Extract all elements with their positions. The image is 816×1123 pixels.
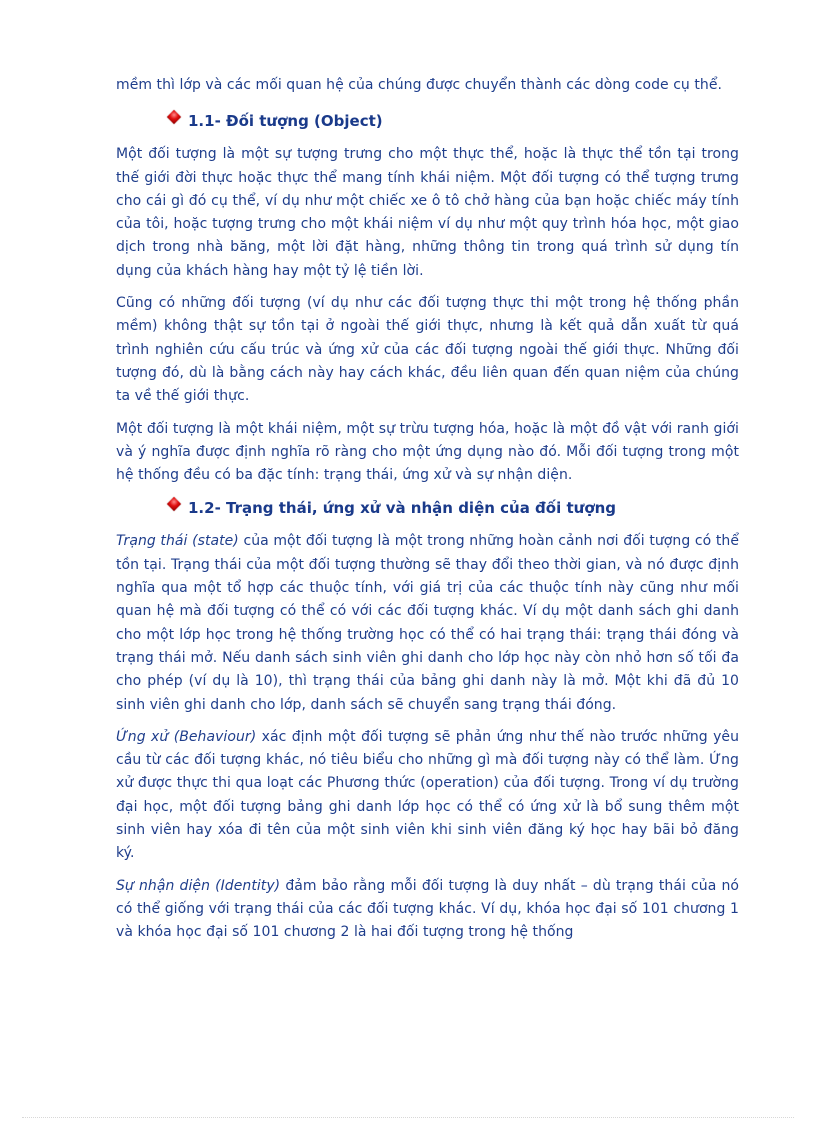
term-identity: Sự nhận diện (Identity) <box>116 877 281 894</box>
section-heading-object <box>166 109 739 133</box>
document-page <box>116 74 739 954</box>
paragraph-object-software: Cũng có những đối tượng (ví dụ như các đối tượng thực thi một trong hệ thống phần mềm) không thật sự tồn tại ở ngoài thế giới thực, nhưng là kết quả dẫn xuất từ quá trình nghiên cứu cấu trúc và ứng xử của các đối tượng ngoài thế giới thực. Những đối tượng đó, dù là bằng cách này hay cách khác, đều liên quan đến quan niệm của chúng ta về thế giới thực. <box>116 295 739 405</box>
page-bottom-rule <box>22 1117 794 1118</box>
paragraph-identity-body: đảm bảo rằng mỗi đối tượng là duy nhất – dù trạng thái của nó có thể giống với trạng thái của các đối tượng khác. Ví dụ, khóa học đại số 101 chương 1 và khóa học đại số 101 chương 2 là hai đối tượng trong hệ thống <box>116 877 739 941</box>
section-heading-text: 1.2- Trạng thái, ứng xử và nhận diện của đối tượng <box>188 499 617 518</box>
section-heading-state-behaviour-identity <box>166 496 739 520</box>
paragraph-identity <box>116 875 739 945</box>
diamond-icon <box>167 497 181 511</box>
paragraph-object-concept: Một đối tượng là một khái niệm, một sự trừu tượng hóa, hoặc là một đồ vật với ranh giới và ý nghĩa được định nghĩa rõ ràng cho một ứng dụng nào đó. Mỗi đối tượng trong một hệ thống đều có ba đặc tính: trạng thái, ứng xử và sự nhận diện. <box>116 420 739 484</box>
paragraph-state <box>116 530 739 716</box>
paragraph-intro: mềm thì lớp và các mối quan hệ của chúng được chuyển thành các dòng code cụ thể. <box>116 77 722 93</box>
term-state: Trạng thái (state) <box>116 533 239 550</box>
paragraph-behaviour-body: xác định một đối tượng sẽ phản ứng như thế nào trước những yêu cầu từ các đối tượng khác, nó tiêu biểu cho những gì mà đối tượng này có thể làm. Ứng xử được thực thi qua loạt các Phương thức (operation) của đối tượng. Trong ví dụ trường đại học, một đối tượng bảng ghi danh lớp học có thể có ứng xử là bổ sung thêm một sinh viên hay xóa đi tên của một sinh viên khi sinh viên đăng ký học hay bãi bỏ đăng ký. <box>116 728 740 862</box>
term-behaviour: Ứng xử (Behaviour) <box>116 728 257 745</box>
paragraph-object-definition: Một đối tượng là một sự tượng trưng cho một thực thể, hoặc là thực thể tồn tại trong thế giới đời thực hoặc thực thể mang tính khái niệm. Một đối tượng có thể tượng trưng cho cái gì đó cụ thể, ví dụ như một chiếc xe ô tô chở hàng của bạn hoặc chiếc máy tính của tôi, hoặc tượng trưng cho một khái niệm ví dụ như một quy trình hóa học, một giao dịch trong nhà băng, một lời đặt hàng, những thông tin trong quá trình sử dụng tín dụng của khách hàng hay một tỷ lệ tiền lời. <box>116 146 739 279</box>
paragraph-behaviour <box>116 726 739 866</box>
paragraph-state-body: của một đối tượng là một trong những hoàn cảnh nơi đối tượng có thể tồn tại. Trạng thái của một đối tượng thường sẽ thay đổi theo thời gian, và nó được định nghĩa qua một tổ hợp các thuộc tính, với giá trị của các thuộc tính này cũng như mối quan hệ mà đối tượng có thể có với các đối tượng khác. Ví dụ một danh sách ghi danh cho một lớp học trong hệ thống trường học có thể có hai trạng thái: trạng thái đóng và trạng thái mở. Nếu danh sách sinh viên ghi danh cho lớp học này còn nhỏ hơn số tối đa cho phép (ví dụ là 10), thì trạng thái của bảng ghi danh này là mở. Một khi đã đủ 10 sinh viên ghi danh cho lớp, danh sách sẽ chuyển sang trạng thái đóng. <box>116 533 739 713</box>
section-heading-text: 1.1- Đối tượng (Object) <box>188 112 383 131</box>
diamond-icon <box>167 110 181 124</box>
